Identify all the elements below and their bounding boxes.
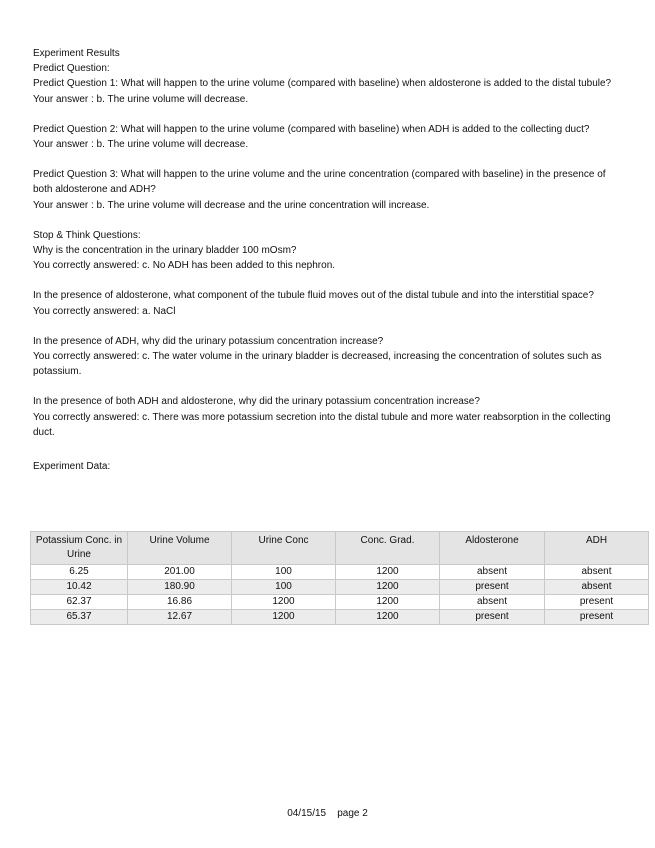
cell: 65.37 [31, 610, 128, 625]
predict-answer-1: Your answer : b. The urine volume will decrease. [33, 93, 249, 105]
cell: 12.67 [128, 610, 232, 625]
cell: absent [545, 565, 649, 580]
stop-question-1: Why is the concentration in the urinary bladder 100 mOsm? [33, 245, 297, 257]
stop-answer-3: You correctly answered: c. The water volume in the urinary bladder is decreased, increasing the concentration of solutes such as potassium. [33, 351, 602, 378]
cell: 6.25 [31, 565, 128, 580]
header-aldosterone: Aldosterone [440, 532, 545, 565]
cell: 1200 [232, 595, 336, 610]
table-row [31, 595, 649, 610]
table-row [31, 565, 649, 580]
cell: absent [545, 580, 649, 595]
predict-question-3: Predict Question 3: What will happen to the urine volume and the urine concentration (compared with baseline) in the presence of both aldosterone and ADH? [33, 169, 606, 196]
header-urine-conc: Urine Conc [232, 532, 336, 565]
cell: present [440, 610, 545, 625]
cell: 100 [232, 565, 336, 580]
header-potassium: Potassium Conc. in Urine [31, 532, 128, 565]
stop-heading: Stop & Think Questions: [33, 229, 141, 241]
header-urine-volume: Urine Volume [128, 532, 232, 565]
document-body [33, 46, 623, 474]
cell: present [545, 595, 649, 610]
stop-answer-4: You correctly answered: c. There was more potassium secretion into the distal tubule and more water reabsorption in the collecting duct. [33, 411, 611, 438]
cell: 1200 [232, 610, 336, 625]
cell: 1200 [336, 580, 440, 595]
stop-answer-2: You correctly answered: a. NaCl [33, 305, 176, 317]
table-row [31, 610, 649, 625]
cell: 100 [232, 580, 336, 595]
stop-answer-1: You correctly answered: c. No ADH has been added to this nephron. [33, 260, 336, 272]
cell: absent [440, 565, 545, 580]
cell: 1200 [336, 610, 440, 625]
cell: 1200 [336, 565, 440, 580]
cell: 10.42 [31, 580, 128, 595]
cell: 62.37 [31, 595, 128, 610]
stop-question-3: In the presence of ADH, why did the urinary potassium concentration increase? [33, 335, 384, 347]
table-row [31, 580, 649, 595]
predict-question-2: Predict Question 2: What will happen to the urine volume (compared with baseline) when ADH is added to the collecting duct? [33, 123, 590, 135]
experiment-data-table [30, 531, 649, 625]
cell: 201.00 [128, 565, 232, 580]
cell: 180.90 [128, 580, 232, 595]
stop-question-2: In the presence of aldosterone, what component of the tubule fluid moves out of the distal tubule and into the interstitial space? [33, 290, 594, 302]
stop-question-4: In the presence of both ADH and aldosterone, why did the urinary potassium concentration increase? [33, 396, 480, 408]
document-heading: Experiment Results [33, 48, 120, 59]
page-footer: 04/15/15 page 2 [287, 808, 368, 819]
cell: present [440, 580, 545, 595]
predict-question-1: Predict Question 1: What will happen to the urine volume (compared with baseline) when aldosterone is added to the distal tubule? [33, 78, 612, 90]
experiment-data-heading: Experiment Data: [33, 461, 111, 473]
cell: absent [440, 595, 545, 610]
header-adh: ADH [545, 532, 649, 565]
header-conc-grad: Conc. Grad. [336, 532, 440, 565]
predict-heading: Predict Question: [33, 63, 110, 75]
table-header-row [31, 532, 649, 565]
cell: 1200 [336, 595, 440, 610]
predict-answer-2: Your answer : b. The urine volume will decrease. [33, 139, 249, 151]
cell: present [545, 610, 649, 625]
predict-answer-3: Your answer : b. The urine volume will decrease and the urine concentration will increase. [33, 199, 430, 211]
cell: 16.86 [128, 595, 232, 610]
